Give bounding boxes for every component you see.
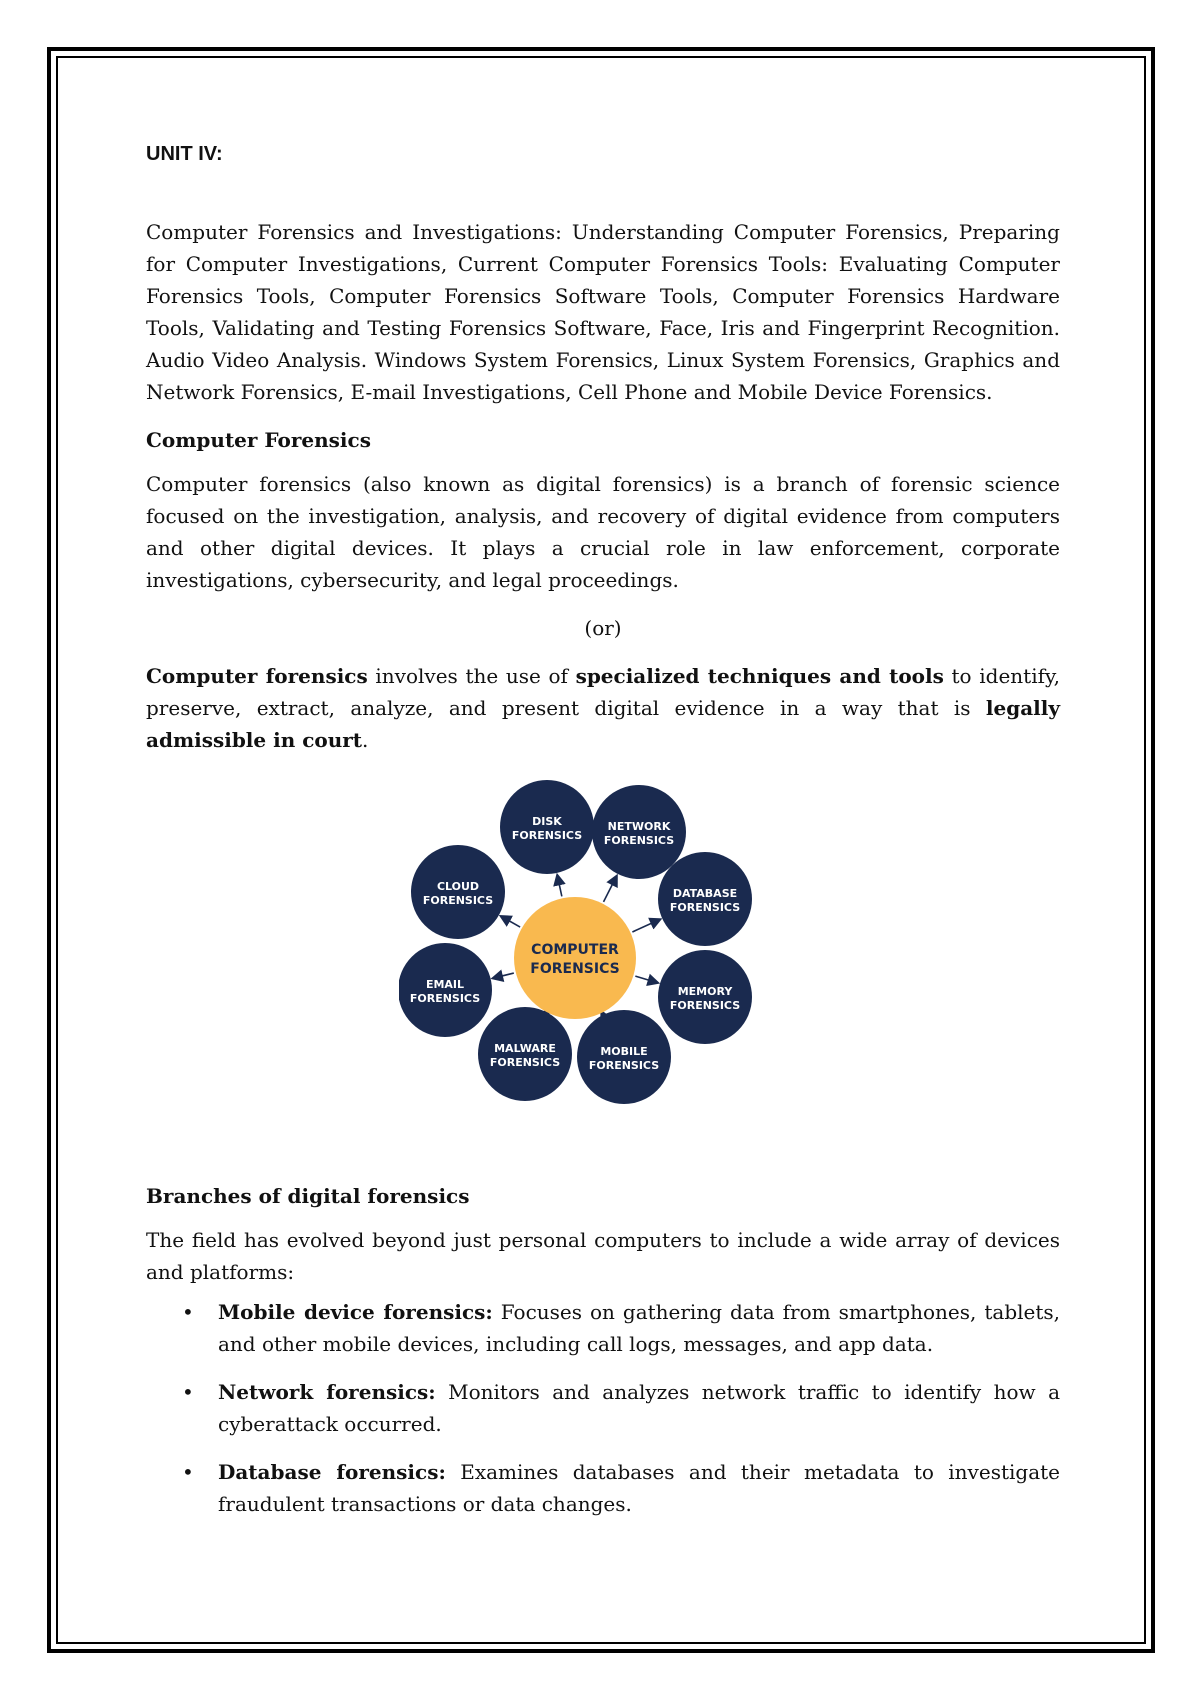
text-run: . [362,728,369,752]
diagram-svg [399,772,799,1147]
branch-node-label-line2: FORENSICS [669,901,741,914]
branch-node-label-line2: FORENSICS [669,999,741,1012]
connector-arrow [502,917,521,927]
branches-intro: The field has evolved beyond just personal computers to include a wide array of devices and platforms: [146,1228,1060,1284]
branch-node-label-line2: FORENSICS [511,829,583,842]
branch-node-label-line1: MALWARE [494,1042,556,1055]
branch-node-label-line1: MOBILE [600,1045,648,1058]
bold-term: legally admissible in court [146,696,1060,752]
branch-node-label-line1: EMAIL [425,978,465,991]
or-separator: (or) [584,616,622,640]
definition-paragraph: Computer forensics (also known as digital forensics) is a branch of forensic science focused on the investigation, analysis, and recovery of digital evidence from computers and other digital devices. It plays a crucial role in law enforcement, corporate investigations, cybersecurity, and legal proceedings. [146,472,1060,592]
branch-node-label-line1: CLOUD [436,880,480,893]
list-item-term: Network forensics: [218,1380,436,1404]
text-run: involves the use of [367,664,576,688]
bold-term: Computer forensics [146,664,368,688]
list-item [182,1296,1061,1360]
forensics-branches-diagram [146,772,1060,1162]
list-item-term: Database forensics: [218,1460,446,1484]
branch-node-label-line2: FORENSICS [489,1056,561,1069]
connector-arrow [494,973,514,978]
bold-term: specialized techniques and tools [575,664,944,688]
list-item-desc: Examines databases and their metadata to investigate fraudulent transactions or data changes. [218,1460,1060,1516]
bullet-icon: • [182,1300,194,1324]
branch-node-label-line2: FORENSICS [409,992,481,1005]
text-run: to identify, preserve, extract, analyze, and present digital evidence in a way that is [146,664,1060,720]
bullet-icon: • [182,1460,194,1484]
branch-node-label-line1: DATABASE [672,887,738,900]
unit-title: UNIT IV: [146,143,223,165]
branch-node-label-line1: NETWORK [607,820,671,833]
connector-arrow [604,877,617,902]
syllabus-paragraph: Computer Forensics and Investigations: Understanding Computer Forensics, Preparing for Computer Investigations, Current Computer Forensics Tools: Evaluating Computer Forensics Tools, Computer Forensics Software Tools, Computer Forensics Hardware Tools, Validating and Testing Forensics Software, Face, Iris and Fingerprint Recognition. Audio Video Analysis. Windows System Forensics, Linux System Forensics, Graphics and Network Forensics, E-mail Investigations, Cell Phone and Mobile Device Forensics. [146,220,1060,404]
connector-arrow [635,976,657,983]
connector-arrow [632,920,659,932]
section-heading-branches: Branches of digital forensics [146,1184,470,1208]
branch-node-label-line2: FORENSICS [588,1059,660,1072]
branch-node-label-line1: DISK [532,815,562,828]
connector-arrow [557,876,561,896]
center-node [514,897,636,1019]
list-item-desc: Monitors and analyzes network traffic to identify how a cyberattack occurred. [218,1380,1060,1436]
list-item-term: Mobile device forensics: [218,1300,493,1324]
branches-list [146,1296,1060,1520]
branch-node-label-line2: FORENSICS [603,834,675,847]
bullet-icon: • [182,1380,194,1404]
document-body [146,140,1060,1536]
center-label-line2: FORENSICS [530,961,620,977]
alternate-definition-paragraph [146,660,1060,756]
list-item-desc: Focuses on gathering data from smartphones, tablets, and other mobile devices, including call logs, messages, and app data. [218,1300,1061,1356]
branch-node-label-line1: MEMORY [677,985,733,998]
section-heading-computer-forensics: Computer Forensics [146,428,371,452]
list-item [182,1376,1060,1440]
branch-node-label-line2: FORENSICS [422,894,494,907]
center-label-line1: COMPUTER [531,942,619,958]
list-item [182,1456,1060,1520]
